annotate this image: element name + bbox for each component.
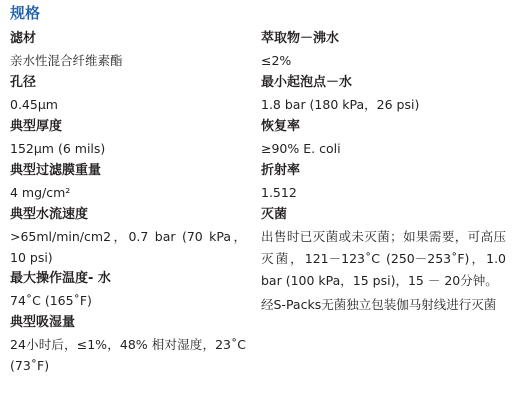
spec-label-moisture-absorption: 典型吸湿量 [10,315,76,330]
spec-value-moisture-absorption: 24小时后，≤1%，48% 相对湿度，23˚C (73˚F) [10,337,246,373]
spec-value-refractive-index: 1.512 [261,185,297,200]
spec-label-recovery: 恢复率 [261,119,301,134]
spec-column-left [10,28,246,376]
spec-column-right [261,28,506,316]
spec-value-recovery: ≥90% E. coli [261,141,341,156]
spec-value-pore-size: 0.45μm [10,97,58,112]
spec-label-water-flow-rate: 典型水流速度 [10,207,89,222]
spec-value-filter-media: 亲水性混合纤维素酯 [10,53,123,68]
spec-value-sterilization-note: 经S-Packs无菌独立包装伽马射线进行灭菌 [261,297,497,312]
spec-value-bubble-point: 1.8 bar (180 kPa，26 psi) [261,97,420,112]
spec-value-thickness: 152μm (6 mils) [10,141,106,156]
spec-value-sterilization: 出售时已灭菌或未灭菌；如果需要，可高压灭菌，121－123˚C (250－253˚F)，1.0 bar (100 kPa，15 psi)，15 － 20分钟。 [261,229,506,288]
spec-value-membrane-weight: 4 mg/cm² [10,185,71,200]
spec-label-extractables: 萃取物－沸水 [261,31,340,46]
spec-label-membrane-weight: 典型过滤膜重量 [10,163,102,178]
spec-label-sterilization: 灭菌 [261,207,288,222]
spec-value-water-flow-rate: >65ml/min/cm2，0.7 bar (70 kPa，10 psi) [10,229,246,265]
spec-label-thickness: 典型厚度 [10,119,63,134]
spec-label-filter-media: 滤材 [10,31,37,46]
spec-label-refractive-index: 折射率 [261,163,301,178]
page-title: 规格 [10,4,41,22]
spec-value-max-temperature: 74˚C (165˚F) [10,293,92,308]
spec-label-pore-size: 孔径 [10,75,37,90]
spec-label-max-temperature: 最大操作温度- 水 [10,271,111,286]
spec-label-bubble-point: 最小起泡点－水 [261,75,353,90]
spec-value-extractables: ≤2% [261,53,292,68]
